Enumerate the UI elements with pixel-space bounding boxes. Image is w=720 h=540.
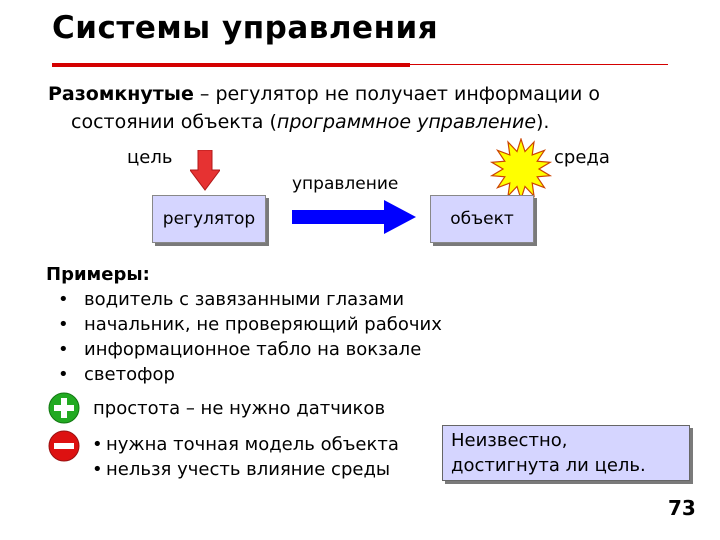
definition-line2-end: ). [536, 111, 550, 133]
definition-term: Разомкнутые [48, 83, 194, 105]
list-item: • информационное табло на вокзале [58, 337, 442, 362]
cons-list [92, 432, 399, 482]
page-number: 73 [668, 496, 696, 520]
examples-list [46, 287, 442, 387]
regulator-box [152, 195, 266, 243]
definition-line2 [48, 108, 698, 136]
note-line2: достигнута ли цель. [451, 455, 646, 476]
list-item: • начальник, не проверяющий рабочих [58, 312, 442, 337]
list-item: • нужна точная модель объекта [92, 432, 399, 457]
definition [48, 80, 698, 136]
note-box [442, 425, 690, 481]
pros-text: простота – не нужно датчиков [93, 398, 386, 419]
control-label: управление [292, 174, 399, 194]
title-underline-bar [52, 63, 410, 67]
control-arrow-icon [292, 200, 418, 234]
title-underline-line [410, 64, 668, 65]
slide-title: Системы управления [52, 10, 439, 46]
object-label: объект [450, 209, 514, 229]
list-item: • водитель с завязанными глазами [58, 287, 442, 312]
environment-label: среда [554, 147, 610, 168]
definition-line2-start: состоянии объекта ( [71, 111, 277, 133]
definition-italic: программное управление [276, 111, 537, 133]
object-box [430, 195, 534, 243]
list-item: • нельзя учесть влияние среды [92, 457, 399, 482]
minus-icon [48, 430, 80, 462]
goal-arrow-icon [190, 150, 220, 192]
definition-line1: – регулятор не получает информации о [193, 83, 601, 105]
plus-icon [48, 392, 80, 424]
examples-block [46, 262, 442, 387]
list-item: • светофор [58, 362, 442, 387]
examples-heading: Примеры: [46, 264, 150, 285]
goal-label: цель [127, 147, 173, 168]
note-line1: Неизвестно, [451, 430, 568, 451]
regulator-label: регулятор [162, 209, 256, 229]
environment-star-icon [488, 138, 554, 200]
